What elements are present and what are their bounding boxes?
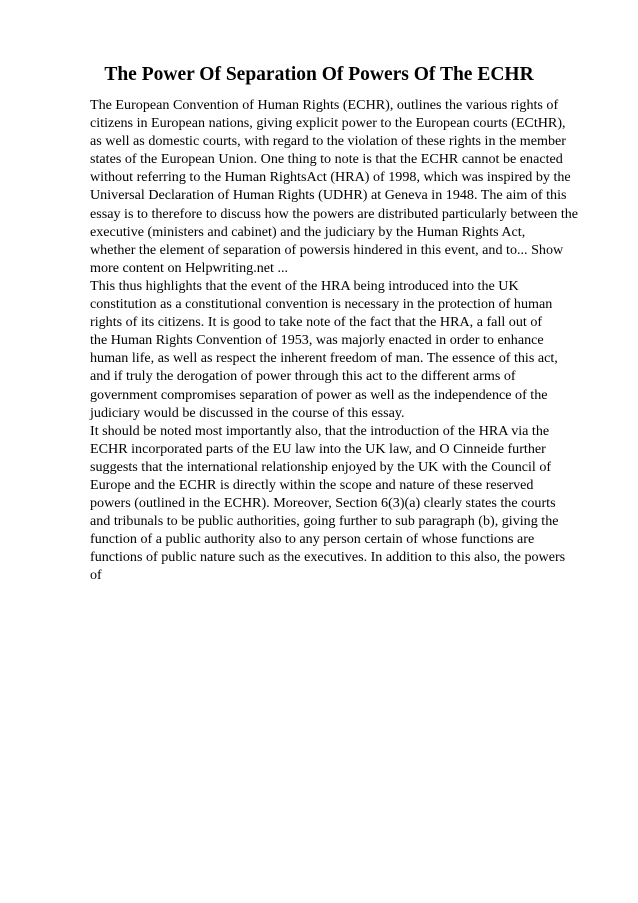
- body-line: without referring to the Human RightsAct (HRA) of 1998, which was inspired by the: [90, 169, 571, 186]
- body-line: states of the European Union. One thing to note is that the ECHR cannot be enacted: [90, 151, 563, 168]
- body-line: as well as domestic courts, with regard to the violation of these rights in the member: [90, 133, 566, 150]
- body-line: suggests that the international relationship enjoyed by the UK with the Council of: [90, 458, 552, 475]
- body-line: more content on Helpwriting.net ...: [90, 259, 289, 276]
- body-line: functions of public nature such as the executives. In addition to this also, the powers: [90, 549, 566, 566]
- body-line: the Human Rights Convention of 1953, was majorly enacted in order to enhance: [90, 332, 544, 349]
- document-body: [90, 96, 610, 585]
- body-line: This thus highlights that the event of the HRA being introduced into the UK: [90, 277, 519, 294]
- body-line: rights of its citizens. It is good to take note of the fact that the HRA, a fall out of: [90, 314, 543, 331]
- body-line: Europe and the ECHR is directly within the scope and nature of these reserved: [90, 476, 534, 493]
- body-line: citizens in European nations, giving explicit power to the European courts (ECtHR),: [90, 115, 566, 132]
- body-line: and if truly the derogation of power through this act to the different arms of: [90, 368, 516, 385]
- body-line: human life, as well as respect the inherent freedom of man. The essence of this act,: [90, 350, 558, 367]
- body-line: ECHR incorporated parts of the EU law into the UK law, and O Cinneide further: [90, 440, 546, 457]
- body-line: It should be noted most importantly also, that the introduction of the HRA via the: [90, 422, 550, 439]
- body-line: judiciary would be discussed in the course of this essay.: [90, 404, 405, 421]
- body-line: Universal Declaration of Human Rights (UDHR) at Geneva in 1948. The aim of this: [90, 187, 567, 204]
- document-title: The Power Of Separation Of Powers Of The ECHR: [104, 64, 534, 85]
- body-line: The European Convention of Human Rights (ECHR), outlines the various rights of: [90, 97, 559, 113]
- body-line: constitution as a constitutional convention is necessary in the protection of human: [90, 296, 553, 313]
- body-line: of: [90, 567, 102, 584]
- body-line: essay is to therefore to discuss how the powers are distributed particularly between the: [90, 205, 579, 222]
- body-line: and tribunals to be public authorities, going further to sub paragraph (b), giving the: [90, 513, 559, 530]
- body-line: government compromises separation of power as well as the independence of the: [90, 386, 548, 403]
- body-line: powers (outlined in the ECHR). Moreover, Section 6(3)(a) clearly states the courts: [90, 495, 556, 512]
- body-line: whether the element of separation of powersis hindered in this event, and to... Show: [90, 241, 564, 258]
- body-line: function of a public authority also to any person certain of whose functions are: [90, 531, 535, 548]
- body-line: executive (ministers and cabinet) and the judiciary by the Human Rights Act,: [90, 223, 526, 240]
